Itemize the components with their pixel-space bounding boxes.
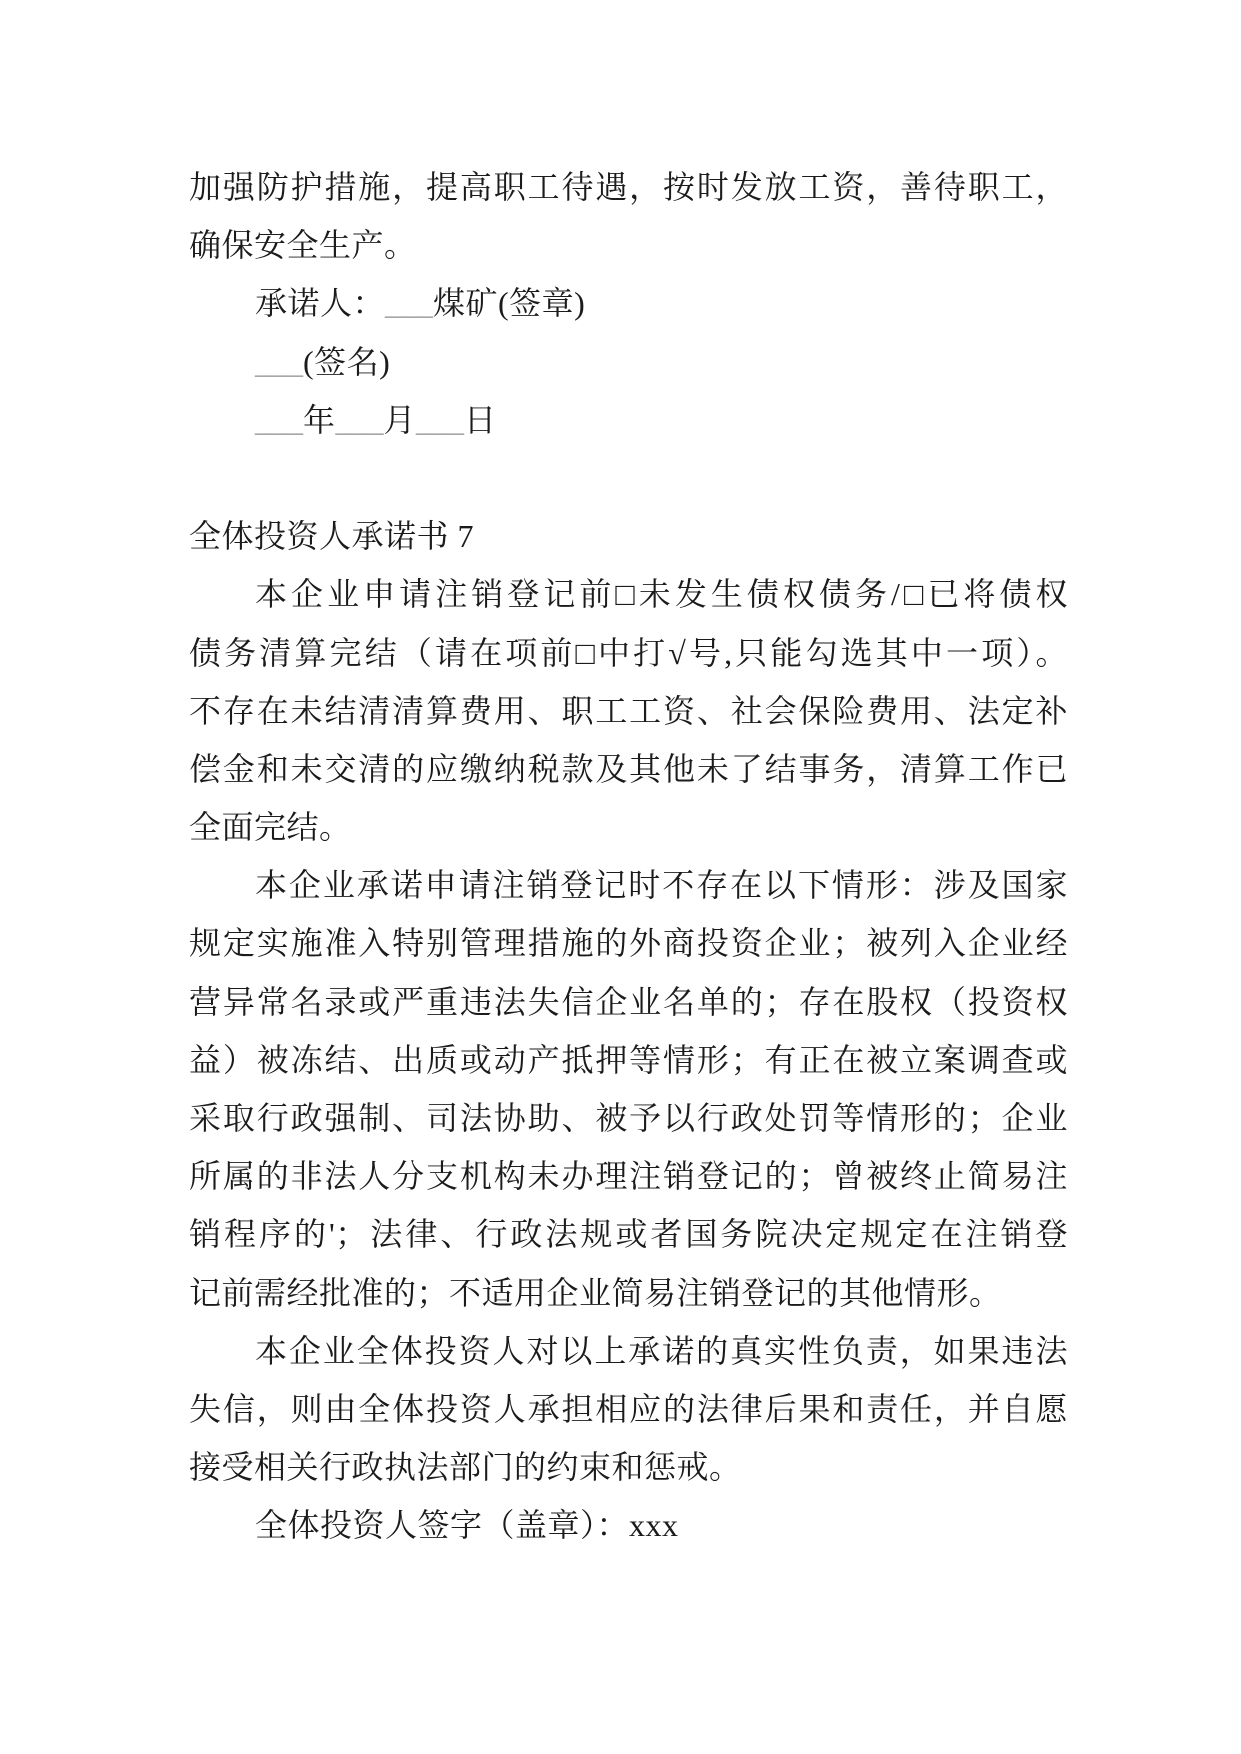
text-segment: 本企业承诺申请注销登记时不存在以下情形：涉及国家	[255, 867, 1068, 904]
text-line	[189, 973, 1068, 1031]
text-segment: 中打√号,只能勾选其中一项）。	[597, 634, 1068, 671]
text-line	[189, 158, 1068, 216]
text-line	[189, 682, 1068, 740]
checkbox-icon: □	[575, 634, 598, 671]
blank-underline-day: ___	[416, 401, 465, 438]
text-line	[189, 391, 1068, 449]
text-segment: (签名)	[303, 343, 391, 380]
text-segment: 未发生债权债务/	[638, 576, 901, 613]
para-investor-responsibility	[189, 1322, 1068, 1497]
signature-block-coal-mine	[189, 274, 1068, 449]
section-title	[189, 507, 1068, 565]
text-line	[189, 565, 1068, 623]
text-segment: 益）被冻结、出质或动产抵押等情形；有正在被立案调查或	[189, 1041, 1068, 1078]
text-segment: 销程序的'；法律、行政法规或者国务院决定规定在注销登	[189, 1216, 1068, 1253]
text-line	[189, 1322, 1068, 1380]
blank-underline-signer: ___	[255, 343, 303, 380]
checkbox-debt-settled[interactable]: □	[900, 576, 928, 613]
text-segment: 年	[303, 401, 336, 438]
text-line	[189, 1264, 1068, 1322]
text-segment: 加强防护措施，提高职工待遇，按时发放工资，善待职工，	[189, 169, 1068, 205]
para-no-prohibited-circumstances	[189, 856, 1068, 1322]
text-segment: 偿金和未交清的应缴纳税款及其他未了结事务，清算工作已	[189, 750, 1068, 787]
text-segment: 煤矿(签章)	[433, 285, 586, 322]
spacer	[189, 449, 1068, 507]
text-segment: 规定实施准入特别管理措施的外商投资企业；被列入企业经	[189, 925, 1068, 962]
text-segment: 本企业全体投资人对以上承诺的真实性负责，如果违法	[255, 1332, 1068, 1369]
text-line	[189, 1496, 1068, 1554]
text-segment: 月	[383, 401, 417, 438]
blank-underline-year: ___	[255, 401, 303, 438]
text-segment: 全面完结。	[189, 809, 352, 846]
text-segment: 采取行政强制、司法协助、被予以行政处罚等情形的；企业	[189, 1100, 1068, 1136]
text-line	[189, 1147, 1068, 1205]
document-body	[189, 158, 1068, 1555]
text-segment: 已将债权	[927, 576, 1068, 613]
para-deregistration-declaration	[189, 565, 1068, 856]
text-line	[189, 1380, 1068, 1438]
text-line	[189, 740, 1068, 798]
text-line	[189, 914, 1068, 972]
text-segment: 承诺人：	[255, 285, 386, 322]
text-line	[189, 1205, 1068, 1263]
text-line	[189, 274, 1068, 332]
text-line	[189, 333, 1068, 391]
text-segment: 日	[464, 401, 497, 438]
signature-line-investors	[189, 1496, 1068, 1554]
text-segment: 全体投资人承诺书 7	[189, 518, 475, 555]
text-line	[189, 449, 1068, 507]
text-segment: 所属的非法人分支机构未办理注销登记的；曾被终止简易注	[189, 1158, 1068, 1195]
text-segment: 失信，则由全体投资人承担相应的法律后果和责任，并自愿	[189, 1390, 1068, 1427]
text-segment: 债务清算完结（请在项前	[189, 634, 576, 671]
para-worker-protection	[189, 158, 1068, 274]
text-line	[189, 1031, 1068, 1089]
text-line	[189, 798, 1068, 856]
section-title-text	[189, 507, 1068, 565]
text-segment: 不存在未结清清算费用、职工工资、社会保险费用、法定补	[189, 692, 1068, 729]
text-segment: 全体投资人签字（盖章）：xxx	[255, 1507, 679, 1544]
text-line	[189, 1089, 1068, 1147]
text-line	[189, 216, 1068, 274]
text-segment: 记前需经批准的；不适用企业简易注销登记的其他情形。	[189, 1274, 1002, 1311]
text-line	[189, 856, 1068, 914]
blank-underline-month: ___	[335, 401, 384, 438]
text-segment: 营异常名录或严重违法失信企业名单的；存在股权（投资权	[189, 983, 1068, 1020]
text-line	[189, 624, 1068, 682]
checkbox-no-creditor-debt[interactable]: □	[615, 576, 639, 613]
text-segment: 确保安全生产。	[189, 227, 417, 264]
blank-underline-promisor: ___	[385, 285, 434, 322]
text-segment: 本企业申请注销登记前	[255, 576, 616, 613]
text-line	[189, 1438, 1068, 1496]
text-segment: 接受相关行政执法部门的约束和惩戒。	[189, 1449, 742, 1486]
